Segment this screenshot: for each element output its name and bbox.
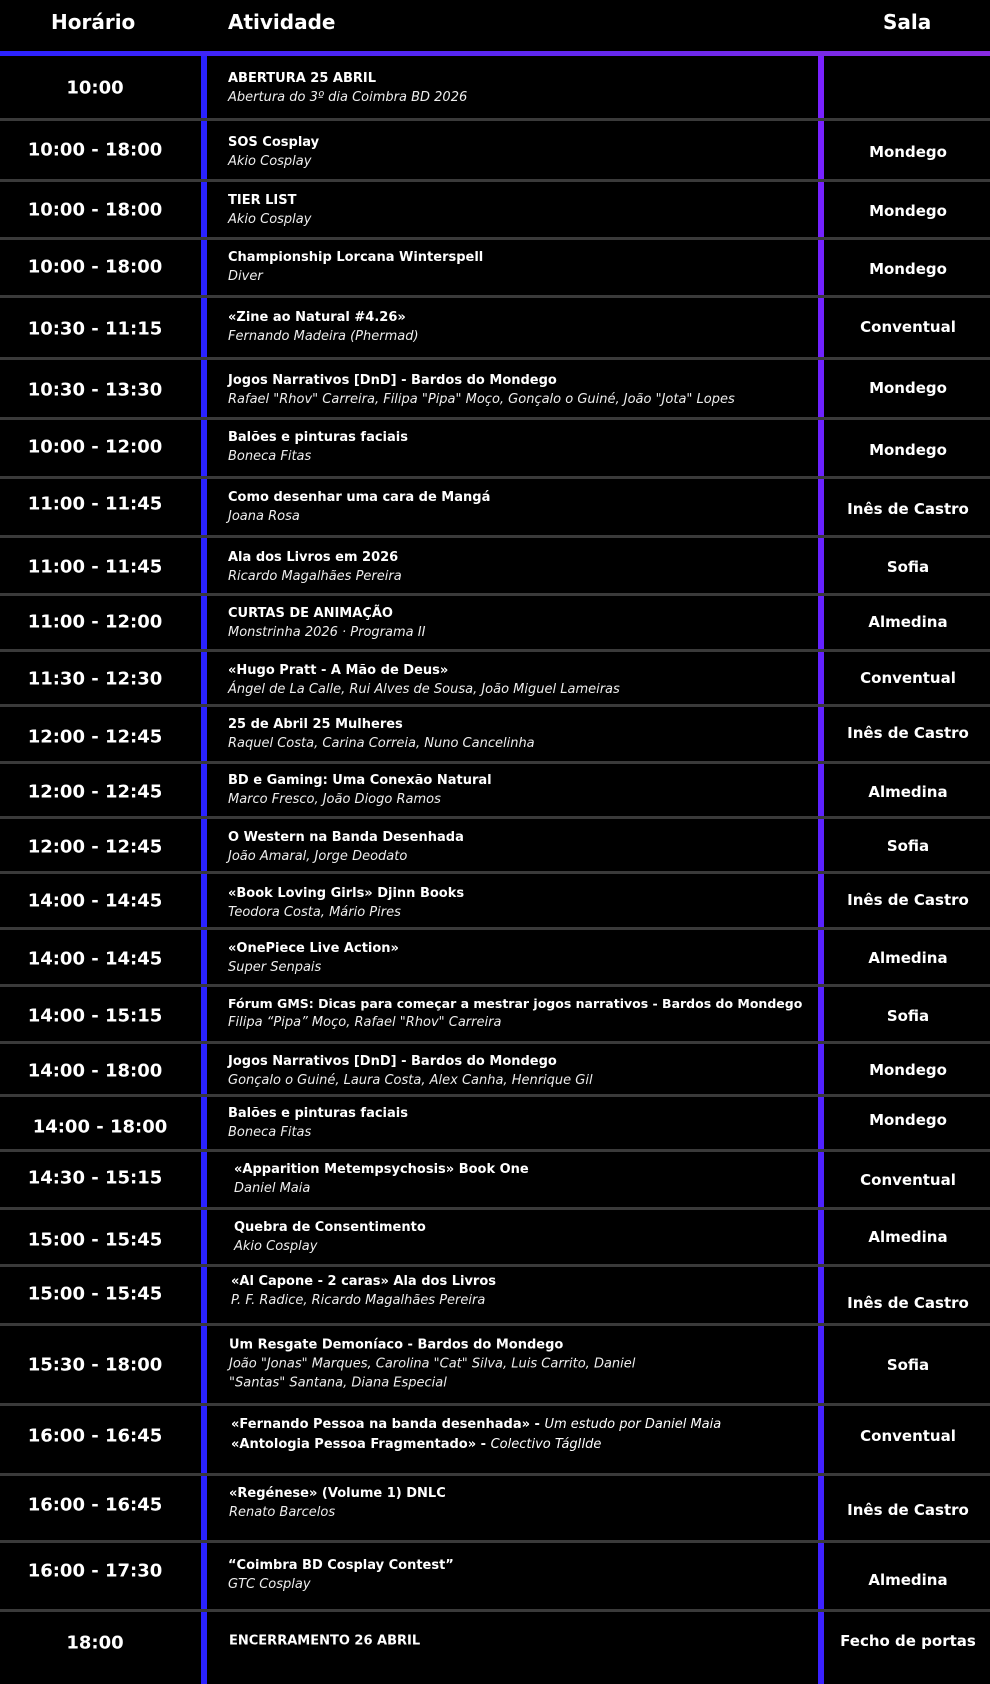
row-room: Mondego [869, 1061, 947, 1079]
row-time: 10:00 - 18:00 [27, 139, 163, 161]
activity-subtitle: Gonçalo o Guiné, Laura Costa, Alex Canha, Henrique Gil [228, 1073, 593, 1088]
activity-title: Jogos Narrativos [DnD] - Bardos do Mondego [228, 1054, 557, 1069]
row-separator [0, 704, 990, 707]
activity-subtitle: João Amaral, Jorge Deodato [228, 849, 408, 864]
activity-subtitle: Akio Cosplay [228, 212, 312, 227]
activity-subtitle: Diver [228, 269, 263, 284]
row-activity [228, 191, 813, 229]
activity-title: SOS Cosplay [228, 135, 320, 150]
row-time: 15:00 - 15:45 [27, 1283, 163, 1305]
row-separator [0, 118, 990, 121]
row-activity [228, 604, 813, 642]
activity-subtitle: Renato Barcelos [229, 1505, 336, 1520]
row-time: 10:00 [66, 77, 124, 99]
row-time: 11:00 - 11:45 [27, 493, 163, 515]
activity-subtitle: Daniel Maia [234, 1181, 311, 1196]
row-time: 11:00 - 11:45 [27, 556, 163, 578]
row-separator [0, 237, 990, 240]
row-activity [228, 371, 813, 409]
activity-title: Quebra de Consentimento [234, 1220, 426, 1235]
row-time: 12:00 - 12:45 [27, 836, 163, 858]
row-room: Almedina [868, 949, 948, 967]
row-time: 12:00 - 12:45 [27, 726, 163, 748]
activity-title: Um Resgate Demoníaco - Bardos do Mondego [229, 1337, 564, 1353]
row-time: 10:30 - 13:30 [27, 379, 163, 401]
activity-subtitle-continued: "Santas" Santana, Diana Especial [229, 1375, 447, 1391]
activity-subtitle: Fernando Madeira (Phermad) [228, 329, 419, 344]
activity-subtitle: Boneca Fitas [228, 1125, 312, 1140]
activity-subtitle: Raquel Costa, Carina Correia, Nuno Cancelinha [228, 736, 535, 751]
row-room: Conventual [860, 669, 956, 687]
row-room: Conventual [860, 1427, 956, 1445]
activity-title: O Western na Banda Desenhada [228, 830, 464, 845]
row-separator [0, 1264, 990, 1267]
row-activity [231, 1415, 816, 1455]
activity-subtitle: Ángel de La Calle, Rui Alves de Sousa, João Miguel Lameiras [228, 682, 620, 697]
header-divider [0, 51, 990, 56]
activity-title: Championship Lorcana Winterspell [228, 250, 484, 265]
row-time: 16:00 - 17:30 [27, 1560, 163, 1582]
row-activity [228, 308, 813, 346]
row-room: Almedina [868, 1571, 948, 1589]
row-separator [0, 417, 990, 420]
row-activity [228, 248, 813, 286]
activity-title: Ala dos Livros em 2026 [228, 550, 399, 565]
row-room: Inês de Castro [847, 724, 969, 742]
row-activity [228, 661, 813, 699]
row-separator [0, 1403, 990, 1406]
row-time: 11:30 - 12:30 [27, 668, 163, 690]
activity-line-1 [231, 1415, 816, 1435]
row-time: 16:00 - 16:45 [27, 1494, 163, 1516]
row-activity [228, 994, 813, 1032]
row-room: Almedina [868, 1228, 948, 1246]
activity-subtitle: P. F. Radice, Ricardo Magalhães Pereira [231, 1293, 486, 1308]
activity-title: Balões e pinturas faciais [228, 1106, 408, 1121]
row-activity [228, 1052, 813, 1090]
activity-title: «Al Capone - 2 caras» Ala dos Livros [231, 1274, 497, 1289]
row-time: 10:30 - 11:15 [27, 318, 163, 340]
row-separator [0, 1094, 990, 1097]
row-time: 14:00 - 18:00 [27, 1060, 163, 1082]
activity-line-2 [231, 1435, 816, 1455]
activity-title: «OnePiece Live Action» [228, 941, 399, 956]
activity-line-1-subtitle: Um estudo por Daniel Maia [544, 1417, 722, 1432]
activity-title: Como desenhar uma cara de Mangá [228, 490, 491, 505]
row-room: Mondego [869, 260, 947, 278]
row-separator [0, 1323, 990, 1326]
row-activity [228, 133, 813, 171]
activity-subtitle: GTC Cosplay [228, 1577, 311, 1592]
activity-subtitle: Rafael "Rhov" Carreira, Filipa "Pipa" Moço, Gonçalo o Guiné, João "Jota" Lopes [228, 392, 735, 407]
activity-title: CURTAS DE ANIMAÇÃO [228, 606, 393, 621]
activity-title: «Zine ao Natural #4.26» [228, 310, 406, 325]
row-time: 10:00 - 18:00 [27, 256, 163, 278]
row-time: 15:30 - 18:00 [27, 1354, 163, 1376]
activity-subtitle: Monstrinha 2026 · Programa II [228, 625, 426, 640]
row-separator [0, 1473, 990, 1476]
activity-subtitle: Filipa “Pipa” Moço, Rafael "Rhov" Carreira [228, 1015, 502, 1030]
row-room: Mondego [869, 202, 947, 220]
activity-subtitle: João "Jonas" Marques, Carolina "Cat" Silva, Luis Carrito, Daniel [229, 1356, 636, 1372]
row-separator [0, 816, 990, 819]
row-separator [0, 357, 990, 360]
row-activity [228, 828, 813, 866]
row-time: 16:00 - 16:45 [27, 1425, 163, 1447]
row-activity [228, 428, 813, 466]
header-room: Sala [883, 10, 932, 34]
column-divider-right [818, 56, 824, 1684]
row-activity [228, 1556, 813, 1594]
row-activity [228, 939, 813, 977]
activity-title: ABERTURA 25 ABRIL [228, 71, 377, 86]
row-time: 10:00 - 18:00 [27, 199, 163, 221]
activity-title: BD e Gaming: Uma Conexão Natural [228, 773, 492, 788]
row-room: Conventual [860, 318, 956, 336]
row-time: 14:00 - 14:45 [27, 890, 163, 912]
activity-subtitle: Joana Rosa [228, 509, 300, 524]
activity-title: «Book Loving Girls» Djinn Books [228, 886, 465, 901]
activity-title: 25 de Abril 25 Mulheres [228, 717, 403, 732]
row-activity [228, 1104, 813, 1142]
row-time: 14:30 - 15:15 [27, 1167, 163, 1189]
activity-title: ENCERRAMENTO 26 ABRIL [229, 1633, 421, 1649]
row-activity [231, 1272, 816, 1310]
row-room: Almedina [868, 613, 948, 631]
row-separator [0, 649, 990, 652]
row-separator [0, 927, 990, 930]
row-room: Sofia [886, 558, 930, 576]
column-divider-left [201, 56, 207, 1684]
activity-title: Fórum GMS: Dicas para começar a mestrar jogos narrativos - Bardos do Mondego [228, 996, 803, 1011]
activity-subtitle: Akio Cosplay [234, 1239, 318, 1254]
activity-subtitle: Boneca Fitas [228, 449, 312, 464]
activity-line-1-title: «Fernando Pessoa na banda desenhada» - [231, 1417, 545, 1432]
activity-title: Jogos Narrativos [DnD] - Bardos do Mondego [228, 373, 557, 388]
row-room: Mondego [869, 143, 947, 161]
row-room: Conventual [860, 1171, 956, 1189]
row-room: Inês de Castro [847, 1501, 969, 1519]
row-room: Mondego [869, 379, 947, 397]
activity-subtitle: Ricardo Magalhães Pereira [228, 569, 402, 584]
row-room: Mondego [869, 441, 947, 459]
activity-title: TIER LIST [228, 193, 297, 208]
activity-subtitle: Teodora Costa, Mário Pires [228, 905, 401, 920]
row-room: Mondego [869, 1111, 947, 1129]
row-time: 14:00 - 14:45 [27, 948, 163, 970]
row-separator [0, 295, 990, 298]
activity-title: “Coimbra BD Cosplay Contest” [228, 1558, 454, 1573]
row-activity [228, 884, 813, 922]
row-time: 11:00 - 12:00 [27, 611, 163, 633]
row-activity [234, 1218, 819, 1256]
row-room: Sofia [886, 1007, 930, 1025]
row-time: 18:00 [66, 1632, 124, 1654]
table-header [0, 0, 990, 54]
row-activity [229, 1632, 814, 1651]
activity-title: «Apparition Metempsychosis» Book One [234, 1162, 529, 1177]
row-time: 10:00 - 12:00 [27, 436, 163, 458]
row-separator [0, 761, 990, 764]
row-room: Inês de Castro [847, 500, 969, 518]
activity-subtitle: Akio Cosplay [228, 154, 312, 169]
row-separator [0, 593, 990, 596]
row-time: 14:00 - 18:00 [32, 1116, 168, 1138]
activity-line-2-title: «Antologia Pessoa Fragmentado» - [231, 1437, 491, 1452]
header-activity: Atividade [228, 10, 336, 34]
row-separator [0, 1540, 990, 1543]
row-separator [0, 1041, 990, 1044]
row-activity [228, 69, 813, 107]
row-time: 12:00 - 12:45 [27, 781, 163, 803]
activity-title: Balões e pinturas faciais [228, 430, 408, 445]
row-separator [0, 476, 990, 479]
row-room: Sofia [886, 837, 930, 855]
row-activity [234, 1160, 819, 1198]
activity-line-2-subtitle: Colectivo TágIlde [490, 1437, 602, 1452]
row-room: Inês de Castro [847, 1294, 969, 1312]
row-activity [228, 488, 813, 526]
activity-subtitle: Super Senpais [228, 960, 322, 975]
activity-title: «Regénese» (Volume 1) DNLC [229, 1486, 446, 1501]
row-room: Sofia [886, 1356, 930, 1374]
row-activity [228, 771, 813, 809]
row-activity [229, 1336, 814, 1393]
row-separator [0, 1149, 990, 1152]
activity-subtitle: Marco Fresco, João Diogo Ramos [228, 792, 441, 807]
row-room: Almedina [868, 783, 948, 801]
row-activity [228, 548, 813, 586]
activity-title: «Hugo Pratt - A Mão de Deus» [228, 663, 449, 678]
row-room: Fecho de portas [840, 1632, 976, 1650]
row-room: Inês de Castro [847, 891, 969, 909]
row-time: 15:00 - 15:45 [27, 1229, 163, 1251]
row-separator [0, 984, 990, 987]
row-separator [0, 1609, 990, 1612]
row-time: 14:00 - 15:15 [27, 1005, 163, 1027]
row-activity [228, 715, 813, 753]
header-time: Horário [51, 10, 136, 34]
row-separator [0, 871, 990, 874]
activity-subtitle: Abertura do 3º dia Coimbra BD 2026 [228, 90, 468, 105]
row-separator [0, 1207, 990, 1210]
row-activity [229, 1484, 814, 1522]
row-separator [0, 535, 990, 538]
row-separator [0, 179, 990, 182]
